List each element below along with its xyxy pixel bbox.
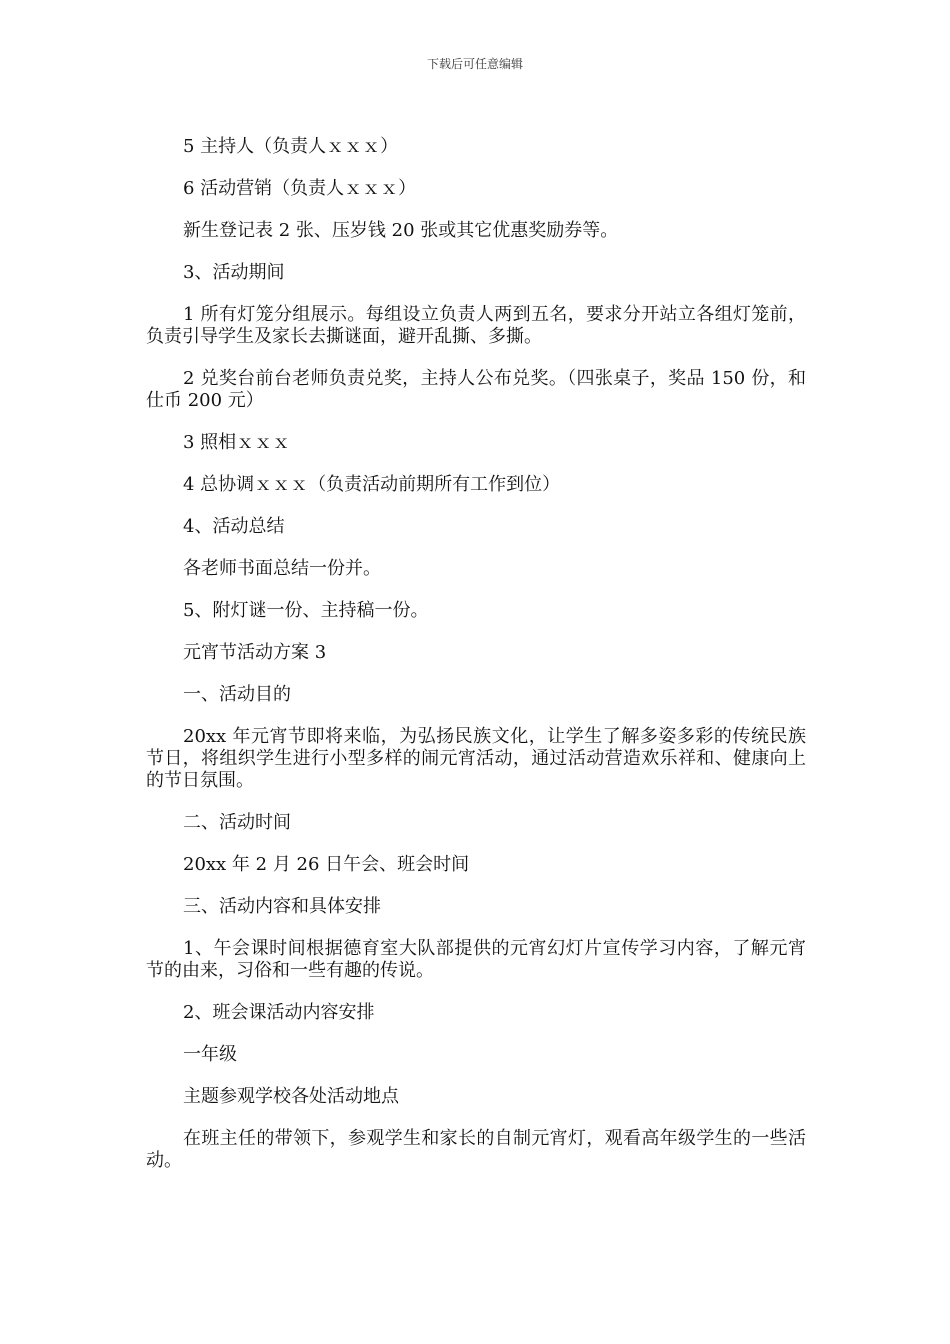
section-heading: 3、活动期间 [183,262,285,283]
paragraph: 一年级 [183,1044,237,1065]
section-heading: 二、活动时间 [183,812,291,833]
paragraph: 2 兑奖台前台老师负责兑奖，主持人公布兑奖。（四张桌子，奖品 150 份，和仕币 200 元） [146,368,806,411]
paragraph: 2、班会课活动内容安排 [183,1002,375,1023]
section-heading: 4、活动总结 [183,516,285,537]
paragraph: 1、午会课时间根据德育室大队部提供的元宵幻灯片宣传学习内容，了解元宵节的由来，习俗和一些有趣的传说。 [146,938,806,981]
paragraph: 新生登记表 2 张、压岁钱 20 张或其它优惠奖励券等。 [183,220,619,241]
paragraph: 在班主任的带领下，参观学生和家长的自制元宵灯，观看高年级学生的一些活动。 [146,1128,806,1171]
paragraph: 20xx 年元宵节即将来临，为弘扬民族文化，让学生了解多姿多彩的传统民族节日，将组织学生进行小型多样的闹元宵活动，通过活动营造欢乐祥和、健康向上的节日氛围。 [146,726,806,791]
section-heading: 三、活动内容和具体安排 [183,896,381,917]
paragraph: 主题参观学校各处活动地点 [183,1086,399,1107]
paragraph: 5 主持人（负责人ｘｘｘ） [183,136,399,157]
document-title: 元宵节活动方案 3 [183,642,327,663]
paragraph: 20xx 年 2 月 26 日午会、班会时间 [183,854,470,875]
paragraph: 4 总协调ｘｘｘ（负责活动前期所有工作到位） [183,474,561,495]
section-heading: 一、活动目的 [183,684,291,705]
paragraph: 1 所有灯笼分组展示。每组设立负责人两到五名，要求分开站立各组灯笼前，负责引导学生及家长去撕谜面，避开乱撕、多撕。 [146,304,806,347]
paragraph: 3 照相ｘｘｘ [183,432,291,453]
paragraph: 6 活动营销（负责人ｘｘｘ） [183,178,417,199]
paragraph: 5、附灯谜一份、主持稿一份。 [183,600,429,621]
document-body [146,136,806,1192]
paragraph: 各老师书面总结一份并。 [183,558,381,579]
page-header: 下载后可任意编辑 [426,57,523,71]
